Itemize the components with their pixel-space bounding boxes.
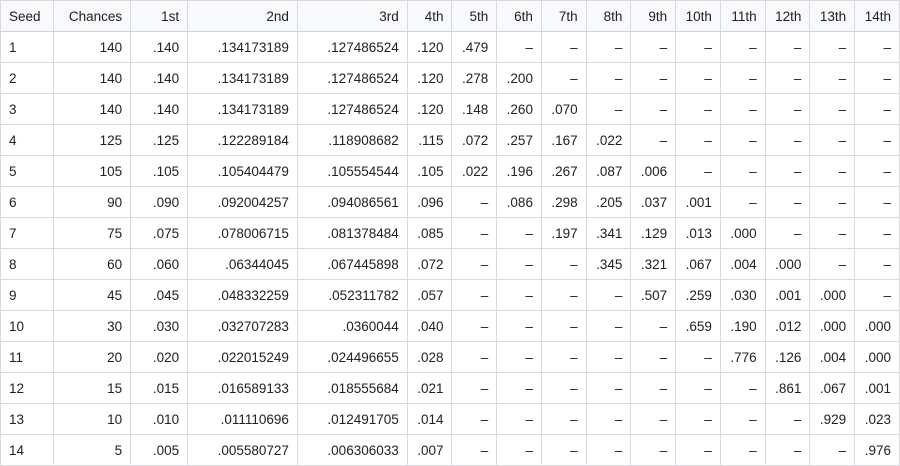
cell-p8: – <box>586 311 631 342</box>
cell-p13: – <box>810 156 855 187</box>
cell-p8: – <box>586 63 631 94</box>
cell-p12: – <box>765 32 810 63</box>
cell-p11: – <box>720 156 765 187</box>
table-row <box>1 373 900 404</box>
cell-p4: .007 <box>407 435 452 466</box>
cell-p12: – <box>765 218 810 249</box>
cell-p13: .000 <box>810 280 855 311</box>
cell-p12: .861 <box>765 373 810 404</box>
cell-p7: .167 <box>541 125 586 156</box>
cell-p14: – <box>855 218 900 249</box>
cell-p7: – <box>541 32 586 63</box>
cell-p5: .072 <box>452 125 497 156</box>
cell-p11: – <box>720 32 765 63</box>
cell-chances: 60 <box>53 249 130 280</box>
cell-p3: .012491705 <box>297 404 407 435</box>
cell-p10: – <box>676 404 721 435</box>
cell-p2: .105404479 <box>188 156 298 187</box>
cell-p1: .045 <box>131 280 188 311</box>
cell-seed: 8 <box>1 249 54 280</box>
cell-p1: .125 <box>131 125 188 156</box>
cell-p13: – <box>810 94 855 125</box>
cell-p3: .127486524 <box>297 63 407 94</box>
cell-p9: – <box>631 404 676 435</box>
cell-p9: – <box>631 435 676 466</box>
cell-p8: .341 <box>586 218 631 249</box>
cell-p8: – <box>586 280 631 311</box>
cell-p11: .004 <box>720 249 765 280</box>
table-row <box>1 342 900 373</box>
cell-p6: – <box>497 373 542 404</box>
cell-p8: .022 <box>586 125 631 156</box>
cell-p13: – <box>810 187 855 218</box>
cell-p9: – <box>631 63 676 94</box>
cell-p7: – <box>541 280 586 311</box>
cell-p6: .086 <box>497 187 542 218</box>
cell-p9: – <box>631 311 676 342</box>
cell-p5: .479 <box>452 32 497 63</box>
column-header-p7: 7th <box>541 1 586 32</box>
cell-p14: .000 <box>855 342 900 373</box>
cell-chances: 140 <box>53 63 130 94</box>
cell-seed: 9 <box>1 280 54 311</box>
cell-chances: 10 <box>53 404 130 435</box>
cell-p9: – <box>631 32 676 63</box>
cell-p5: – <box>452 435 497 466</box>
cell-p6: .257 <box>497 125 542 156</box>
column-header-p4: 4th <box>407 1 452 32</box>
table-row <box>1 249 900 280</box>
column-header-p12: 12th <box>765 1 810 32</box>
table-row <box>1 311 900 342</box>
cell-p6: – <box>497 249 542 280</box>
cell-p13: – <box>810 32 855 63</box>
cell-p5: – <box>452 342 497 373</box>
cell-p3: .024496655 <box>297 342 407 373</box>
cell-p14: – <box>855 187 900 218</box>
cell-p4: .040 <box>407 311 452 342</box>
cell-p6: .260 <box>497 94 542 125</box>
table-row <box>1 32 900 63</box>
cell-p7: – <box>541 311 586 342</box>
cell-p1: .090 <box>131 187 188 218</box>
cell-chances: 15 <box>53 373 130 404</box>
cell-p3: .0360044 <box>297 311 407 342</box>
cell-p9: – <box>631 342 676 373</box>
cell-chances: 30 <box>53 311 130 342</box>
cell-p2: .022015249 <box>188 342 298 373</box>
cell-p4: .014 <box>407 404 452 435</box>
cell-p9: .037 <box>631 187 676 218</box>
cell-p5: – <box>452 218 497 249</box>
cell-p6: – <box>497 435 542 466</box>
cell-p1: .140 <box>131 94 188 125</box>
cell-p3: .105554544 <box>297 156 407 187</box>
cell-p14: .976 <box>855 435 900 466</box>
cell-seed: 3 <box>1 94 54 125</box>
column-header-p8: 8th <box>586 1 631 32</box>
cell-p12: – <box>765 63 810 94</box>
cell-p5: .278 <box>452 63 497 94</box>
cell-p2: .048332259 <box>188 280 298 311</box>
cell-p7: .267 <box>541 156 586 187</box>
cell-p4: .028 <box>407 342 452 373</box>
cell-p13: – <box>810 435 855 466</box>
cell-p8: .205 <box>586 187 631 218</box>
cell-p14: .023 <box>855 404 900 435</box>
cell-p12: .001 <box>765 280 810 311</box>
table-row <box>1 280 900 311</box>
cell-p7: – <box>541 435 586 466</box>
column-header-p2: 2nd <box>188 1 298 32</box>
cell-p12: .000 <box>765 249 810 280</box>
cell-p1: .030 <box>131 311 188 342</box>
table-row <box>1 218 900 249</box>
cell-p6: – <box>497 280 542 311</box>
cell-p9: – <box>631 125 676 156</box>
cell-p10: .001 <box>676 187 721 218</box>
cell-p8: .345 <box>586 249 631 280</box>
cell-p9: – <box>631 373 676 404</box>
cell-p11: – <box>720 187 765 218</box>
cell-p6: – <box>497 32 542 63</box>
cell-p2: .011110696 <box>188 404 298 435</box>
cell-p14: .000 <box>855 311 900 342</box>
cell-p13: – <box>810 63 855 94</box>
cell-p1: .140 <box>131 63 188 94</box>
cell-p10: – <box>676 156 721 187</box>
cell-p10: .013 <box>676 218 721 249</box>
cell-seed: 13 <box>1 404 54 435</box>
cell-p10: .067 <box>676 249 721 280</box>
cell-p12: – <box>765 435 810 466</box>
cell-p8: – <box>586 94 631 125</box>
cell-p13: – <box>810 218 855 249</box>
cell-p5: – <box>452 280 497 311</box>
cell-seed: 1 <box>1 32 54 63</box>
cell-p10: .259 <box>676 280 721 311</box>
column-header-p3: 3rd <box>297 1 407 32</box>
cell-p13: .000 <box>810 311 855 342</box>
column-header-chances: Chances <box>53 1 130 32</box>
cell-p4: .120 <box>407 32 452 63</box>
cell-p2: .032707283 <box>188 311 298 342</box>
cell-p4: .105 <box>407 156 452 187</box>
cell-p4: .057 <box>407 280 452 311</box>
column-header-p6: 6th <box>497 1 542 32</box>
cell-p11: – <box>720 94 765 125</box>
table-row <box>1 156 900 187</box>
table-row <box>1 125 900 156</box>
cell-p5: – <box>452 187 497 218</box>
cell-p12: – <box>765 94 810 125</box>
cell-chances: 140 <box>53 94 130 125</box>
cell-p4: .096 <box>407 187 452 218</box>
column-header-p11: 11th <box>720 1 765 32</box>
cell-p1: .140 <box>131 32 188 63</box>
column-header-p5: 5th <box>452 1 497 32</box>
cell-chances: 45 <box>53 280 130 311</box>
cell-seed: 4 <box>1 125 54 156</box>
cell-p14: – <box>855 249 900 280</box>
table-row <box>1 435 900 466</box>
cell-p8: – <box>586 32 631 63</box>
cell-p14: – <box>855 94 900 125</box>
cell-p8: – <box>586 342 631 373</box>
cell-p2: .005580727 <box>188 435 298 466</box>
cell-p12: – <box>765 125 810 156</box>
cell-seed: 5 <box>1 156 54 187</box>
cell-p4: .120 <box>407 94 452 125</box>
cell-p6: .200 <box>497 63 542 94</box>
table-row <box>1 63 900 94</box>
cell-p8: – <box>586 435 631 466</box>
cell-p3: .081378484 <box>297 218 407 249</box>
cell-p14: .001 <box>855 373 900 404</box>
column-header-p13: 13th <box>810 1 855 32</box>
cell-p3: .127486524 <box>297 94 407 125</box>
cell-chances: 75 <box>53 218 130 249</box>
cell-p12: .012 <box>765 311 810 342</box>
cell-p1: .020 <box>131 342 188 373</box>
cell-p9: – <box>631 94 676 125</box>
cell-chances: 5 <box>53 435 130 466</box>
cell-p5: – <box>452 311 497 342</box>
cell-seed: 7 <box>1 218 54 249</box>
cell-seed: 11 <box>1 342 54 373</box>
cell-p10: – <box>676 342 721 373</box>
cell-p8: – <box>586 373 631 404</box>
cell-p7: – <box>541 404 586 435</box>
cell-p2: .134173189 <box>188 32 298 63</box>
cell-p10: – <box>676 63 721 94</box>
cell-p7: .070 <box>541 94 586 125</box>
cell-p1: .005 <box>131 435 188 466</box>
column-header-p10: 10th <box>676 1 721 32</box>
cell-p4: .021 <box>407 373 452 404</box>
cell-p4: .072 <box>407 249 452 280</box>
cell-p1: .010 <box>131 404 188 435</box>
cell-p2: .134173189 <box>188 94 298 125</box>
cell-p13: .004 <box>810 342 855 373</box>
cell-p7: – <box>541 249 586 280</box>
cell-p5: – <box>452 373 497 404</box>
cell-p7: – <box>541 63 586 94</box>
cell-p3: .094086561 <box>297 187 407 218</box>
cell-p3: .052311782 <box>297 280 407 311</box>
cell-p2: .122289184 <box>188 125 298 156</box>
cell-p4: .085 <box>407 218 452 249</box>
cell-p2: .016589133 <box>188 373 298 404</box>
cell-p14: – <box>855 63 900 94</box>
cell-p12: – <box>765 156 810 187</box>
cell-p1: .105 <box>131 156 188 187</box>
cell-p6: – <box>497 404 542 435</box>
table-row <box>1 187 900 218</box>
cell-p10: – <box>676 373 721 404</box>
cell-p11: .030 <box>720 280 765 311</box>
cell-p10: – <box>676 94 721 125</box>
cell-p2: .134173189 <box>188 63 298 94</box>
cell-p7: – <box>541 342 586 373</box>
column-header-p1: 1st <box>131 1 188 32</box>
cell-p9: .321 <box>631 249 676 280</box>
cell-p14: – <box>855 125 900 156</box>
cell-p3: .118908682 <box>297 125 407 156</box>
cell-p1: .075 <box>131 218 188 249</box>
cell-p11: – <box>720 125 765 156</box>
cell-p12: – <box>765 187 810 218</box>
cell-p13: .929 <box>810 404 855 435</box>
cell-seed: 10 <box>1 311 54 342</box>
column-header-seed: Seed <box>1 1 54 32</box>
cell-p8: .087 <box>586 156 631 187</box>
cell-p13: – <box>810 125 855 156</box>
cell-p13: .067 <box>810 373 855 404</box>
cell-p2: .092004257 <box>188 187 298 218</box>
cell-p12: – <box>765 404 810 435</box>
table-row <box>1 404 900 435</box>
cell-p9: .507 <box>631 280 676 311</box>
cell-p9: .129 <box>631 218 676 249</box>
cell-p7: .298 <box>541 187 586 218</box>
cell-p11: – <box>720 435 765 466</box>
table-row <box>1 94 900 125</box>
cell-p3: .067445898 <box>297 249 407 280</box>
cell-p12: .126 <box>765 342 810 373</box>
cell-seed: 2 <box>1 63 54 94</box>
cell-chances: 140 <box>53 32 130 63</box>
cell-p5: – <box>452 249 497 280</box>
cell-p3: .127486524 <box>297 32 407 63</box>
cell-p10: – <box>676 125 721 156</box>
column-header-p14: 14th <box>855 1 900 32</box>
cell-p4: .120 <box>407 63 452 94</box>
cell-p13: – <box>810 249 855 280</box>
cell-p6: – <box>497 311 542 342</box>
cell-p14: – <box>855 156 900 187</box>
cell-p2: .078006715 <box>188 218 298 249</box>
cell-p5: .022 <box>452 156 497 187</box>
cell-p7: – <box>541 373 586 404</box>
cell-p7: .197 <box>541 218 586 249</box>
cell-p1: .015 <box>131 373 188 404</box>
cell-p11: .776 <box>720 342 765 373</box>
cell-p1: .060 <box>131 249 188 280</box>
cell-p6: .196 <box>497 156 542 187</box>
cell-p11: .190 <box>720 311 765 342</box>
cell-p10: – <box>676 32 721 63</box>
cell-chances: 20 <box>53 342 130 373</box>
cell-p5: – <box>452 404 497 435</box>
cell-chances: 105 <box>53 156 130 187</box>
cell-chances: 90 <box>53 187 130 218</box>
cell-p6: – <box>497 218 542 249</box>
cell-seed: 12 <box>1 373 54 404</box>
cell-p2: .06344045 <box>188 249 298 280</box>
column-header-p9: 9th <box>631 1 676 32</box>
cell-p3: .006306033 <box>297 435 407 466</box>
cell-p3: .018555684 <box>297 373 407 404</box>
cell-seed: 6 <box>1 187 54 218</box>
cell-p10: – <box>676 435 721 466</box>
cell-seed: 14 <box>1 435 54 466</box>
cell-p11: .000 <box>720 218 765 249</box>
cell-p6: – <box>497 342 542 373</box>
cell-p9: .006 <box>631 156 676 187</box>
cell-p11: – <box>720 404 765 435</box>
table-body <box>1 32 900 466</box>
cell-p10: .659 <box>676 311 721 342</box>
cell-p11: – <box>720 63 765 94</box>
cell-p8: – <box>586 404 631 435</box>
cell-p14: – <box>855 280 900 311</box>
cell-chances: 125 <box>53 125 130 156</box>
cell-p5: .148 <box>452 94 497 125</box>
cell-p4: .115 <box>407 125 452 156</box>
table-header-row <box>1 1 900 32</box>
cell-p11: – <box>720 373 765 404</box>
cell-p14: – <box>855 32 900 63</box>
